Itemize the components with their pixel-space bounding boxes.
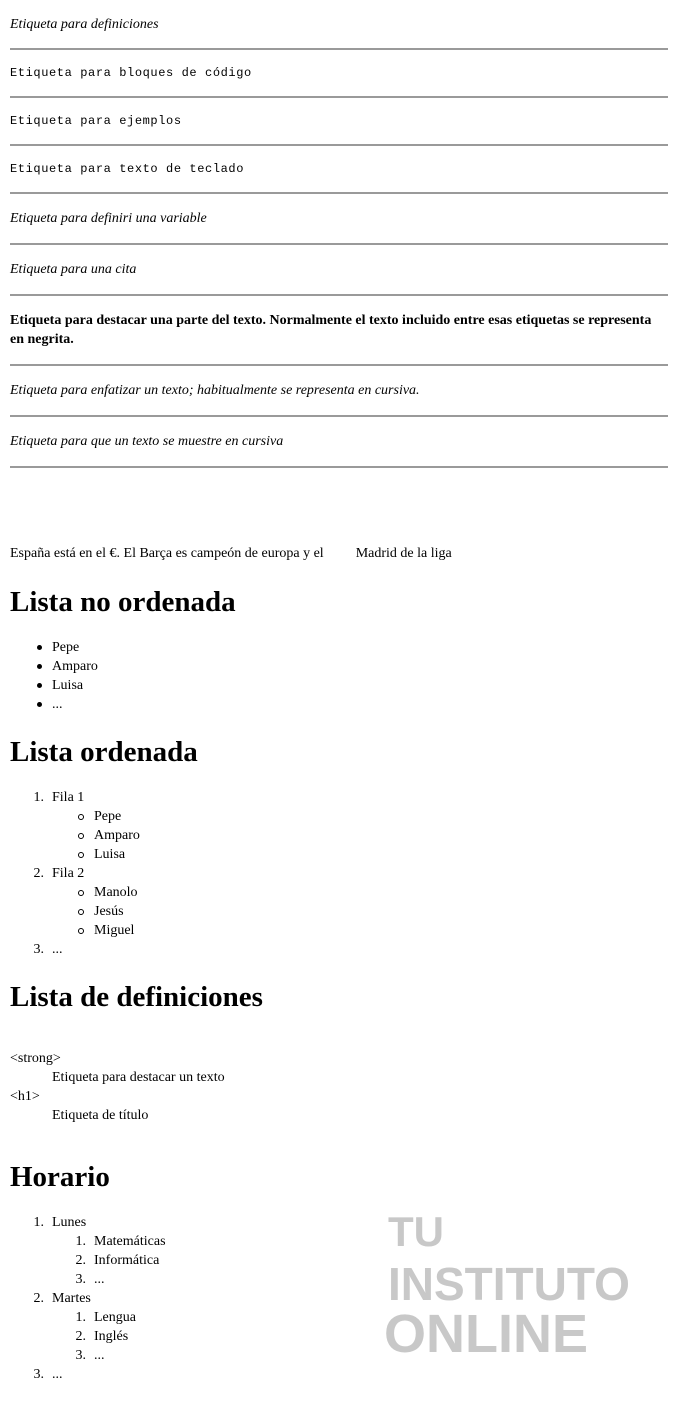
tag-text: Etiqueta para definiciones [10, 16, 159, 32]
list-item-label: Fila 2 [52, 866, 85, 881]
list-marker: 3. [33, 1367, 44, 1382]
tag-row-var [10, 194, 668, 245]
list-item-label: Pepe [94, 809, 122, 824]
tag-text: Etiqueta para enfatizar un texto; habitualmente se representa en cursiva. [10, 383, 420, 398]
list-marker: 2. [33, 866, 44, 881]
list-item-label: Lengua [94, 1310, 136, 1325]
bullet-circle [52, 902, 86, 921]
list-item-label: ... [52, 1367, 63, 1382]
list-item-label: Pepe [52, 640, 80, 655]
list-item [10, 695, 98, 714]
tu-instituto-online-logo [384, 1208, 646, 1356]
list-marker: 2. [75, 1253, 86, 1268]
list-item-label: Lunes [52, 1215, 87, 1230]
tag-descriptions [10, 0, 668, 468]
list-item [10, 940, 140, 959]
list-marker: 1. [33, 790, 44, 805]
list-marker: 2. [33, 1291, 44, 1306]
ordered-list [10, 788, 140, 959]
list-item-label: Luisa [94, 847, 126, 862]
logo-line-1: TU [388, 1208, 444, 1255]
list-marker: 3. [33, 942, 44, 957]
tag-text: Etiqueta para definiri una variable [10, 211, 207, 226]
sentence-part-2: Madrid de la liga [355, 546, 452, 561]
tag-row-dfn [10, 0, 668, 50]
list-item [10, 1289, 166, 1308]
list-item [10, 657, 98, 676]
bullet-circle [52, 921, 86, 940]
schedule-heading: Horario [10, 1161, 110, 1193]
tag-row-em [10, 366, 668, 417]
tag-text: Etiqueta para destacar una parte del texto. Normalmente el texto incluido entre esas etiquetas se representa en negrita. [10, 313, 652, 347]
list-item [10, 845, 140, 864]
definition-term: <strong> [10, 1051, 61, 1066]
list-item [10, 1270, 166, 1289]
definition-term: <h1> [10, 1089, 40, 1104]
list-marker: 1. [33, 1215, 44, 1230]
list-marker: 1. [75, 1310, 86, 1325]
definition-desc: Etiqueta de título [52, 1108, 149, 1123]
list-marker: 1. [75, 1234, 86, 1249]
logo-line-3: ONLINE [384, 1304, 589, 1356]
list-item [10, 788, 140, 807]
list-item [10, 902, 140, 921]
bullet-circle [52, 807, 86, 826]
tag-text: Etiqueta para bloques de código [10, 65, 252, 80]
list-item [10, 883, 140, 902]
sentence-part-1: España está en el €. El Barça es campeón de europa y el [10, 546, 324, 561]
unordered-list-heading: Lista no ordenada [10, 586, 236, 618]
list-item-label: Manolo [94, 885, 138, 900]
tag-text: Etiqueta para una cita [10, 262, 137, 277]
list-item [10, 676, 98, 695]
list-item [10, 864, 140, 883]
definitions-heading: Lista de definiciones [10, 981, 263, 1013]
list-item [10, 1346, 166, 1365]
tag-row-i [10, 417, 668, 468]
list-item-label: Miguel [94, 923, 135, 938]
list-marker: 2. [75, 1329, 86, 1344]
definition-desc: Etiqueta para destacar un texto [52, 1070, 225, 1085]
bullet-circle [52, 845, 86, 864]
list-item [10, 921, 140, 940]
tag-row-strong [10, 296, 668, 366]
list-item-label: Martes [52, 1291, 91, 1306]
list-item-label: Matemáticas [94, 1234, 166, 1249]
list-item [10, 1365, 166, 1384]
list-item-label: Jesús [94, 904, 124, 919]
list-item-label: Fila 1 [52, 790, 85, 805]
list-item-label: ... [52, 942, 63, 957]
list-item [10, 638, 98, 657]
tag-text: Etiqueta para texto de teclado [10, 161, 245, 176]
list-item-label: ... [94, 1348, 105, 1363]
schedule-list [10, 1213, 166, 1384]
logo-line-2: INSTITUTO [388, 1258, 630, 1310]
list-item [10, 1327, 166, 1346]
list-item [10, 1251, 166, 1270]
bullet-disc [10, 657, 44, 676]
list-item-label: Amparo [52, 659, 98, 674]
bullet-circle [52, 883, 86, 902]
tag-text: Etiqueta para ejemplos [10, 113, 182, 128]
bullet-circle [52, 826, 86, 845]
list-item-label: Amparo [94, 828, 140, 843]
unordered-list [10, 638, 98, 714]
list-item-label: Informática [94, 1253, 160, 1268]
tag-row-kbd [10, 146, 668, 194]
list-marker: 3. [75, 1272, 86, 1287]
list-item-label: ... [94, 1272, 105, 1287]
list-item [10, 1308, 166, 1327]
entities-sentence [10, 546, 452, 562]
list-item [10, 1232, 166, 1251]
tag-row-samp [10, 98, 668, 146]
list-item [10, 1213, 166, 1232]
definition-list [10, 1049, 225, 1125]
list-item-label: ... [52, 697, 63, 712]
bullet-disc [10, 695, 44, 714]
tag-row-cite [10, 245, 668, 296]
list-item-label: Luisa [52, 678, 84, 693]
ordered-list-heading: Lista ordenada [10, 736, 198, 768]
bullet-disc [10, 676, 44, 695]
tag-text: Etiqueta para que un texto se muestre en cursiva [10, 434, 284, 449]
list-marker: 3. [75, 1348, 86, 1363]
list-item-label: Inglés [94, 1329, 129, 1344]
bullet-disc [10, 638, 44, 657]
list-item [10, 826, 140, 845]
tag-row-code [10, 50, 668, 98]
list-item [10, 807, 140, 826]
